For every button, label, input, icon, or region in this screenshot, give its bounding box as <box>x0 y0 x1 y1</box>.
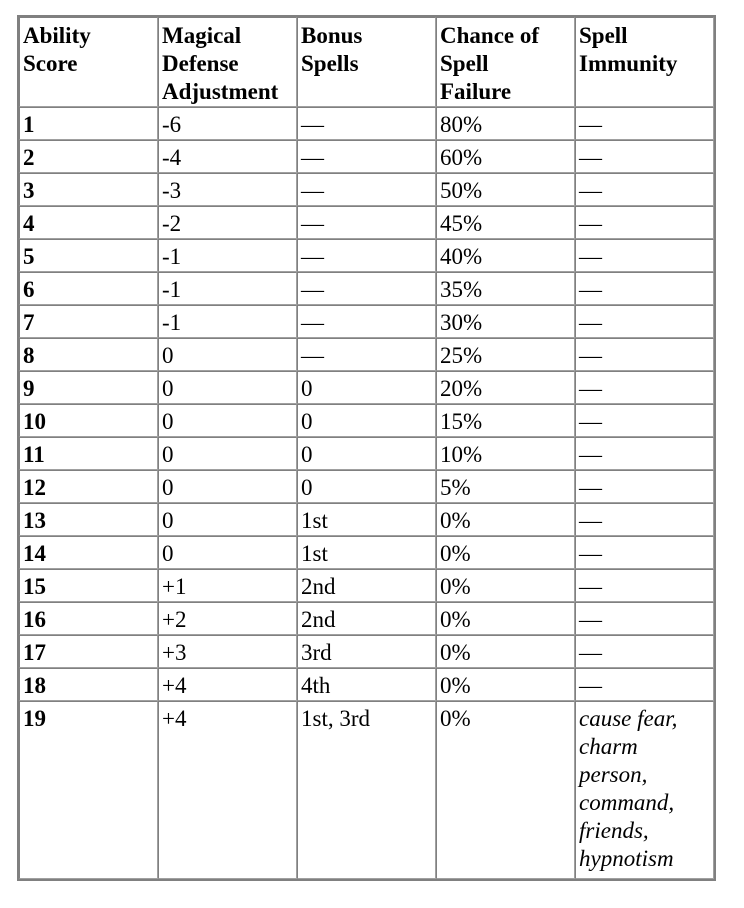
cell-spell-immunity: — <box>575 503 714 536</box>
table-header <box>19 17 714 107</box>
cell-chance-of-spell-failure: 50% <box>436 173 575 206</box>
table-row <box>19 701 714 879</box>
cell-magical-defense-adjustment: -6 <box>158 107 297 140</box>
cell-magical-defense-adjustment: 0 <box>158 404 297 437</box>
cell-chance-of-spell-failure: 0% <box>436 503 575 536</box>
cell-spell-immunity: — <box>575 536 714 569</box>
header-line: Failure <box>440 79 512 104</box>
cell-chance-of-spell-failure: 20% <box>436 371 575 404</box>
cell-chance-of-spell-failure: 80% <box>436 107 575 140</box>
cell-ability-score: 5 <box>19 239 158 272</box>
cell-spell-immunity: — <box>575 371 714 404</box>
cell-spell-immunity: — <box>575 602 714 635</box>
cell-bonus-spells: — <box>297 107 436 140</box>
table-row <box>19 602 714 635</box>
cell-bonus-spells: 1st <box>297 536 436 569</box>
cell-spell-immunity: — <box>575 437 714 470</box>
header-bonus-spells <box>297 17 436 107</box>
cell-spell-immunity: — <box>575 470 714 503</box>
cell-ability-score: 4 <box>19 206 158 239</box>
cell-spell-immunity: — <box>575 173 714 206</box>
cell-spell-immunity: — <box>575 338 714 371</box>
cell-magical-defense-adjustment: +1 <box>158 569 297 602</box>
cell-ability-score: 7 <box>19 305 158 338</box>
cell-chance-of-spell-failure: 0% <box>436 602 575 635</box>
table-body <box>19 107 714 879</box>
cell-chance-of-spell-failure: 40% <box>436 239 575 272</box>
table-row <box>19 272 714 305</box>
cell-ability-score: 9 <box>19 371 158 404</box>
cell-magical-defense-adjustment: -1 <box>158 239 297 272</box>
cell-bonus-spells: 0 <box>297 404 436 437</box>
cell-magical-defense-adjustment: 0 <box>158 536 297 569</box>
table-row <box>19 140 714 173</box>
cell-bonus-spells: — <box>297 173 436 206</box>
table-row <box>19 239 714 272</box>
cell-chance-of-spell-failure: 25% <box>436 338 575 371</box>
cell-spell-immunity: — <box>575 140 714 173</box>
cell-bonus-spells: — <box>297 338 436 371</box>
cell-magical-defense-adjustment: -4 <box>158 140 297 173</box>
cell-chance-of-spell-failure: 5% <box>436 470 575 503</box>
table-row <box>19 470 714 503</box>
cell-spell-immunity: — <box>575 668 714 701</box>
table-row <box>19 668 714 701</box>
cell-bonus-spells: 1st, 3rd <box>297 701 436 879</box>
header-line: Ability <box>23 23 91 48</box>
header-spell-immunity <box>575 17 714 107</box>
header-line: Adjustment <box>162 79 279 104</box>
table-row <box>19 404 714 437</box>
header-line: Score <box>23 51 78 76</box>
cell-magical-defense-adjustment: -1 <box>158 305 297 338</box>
header-line: Bonus <box>301 23 363 48</box>
wisdom-table <box>17 15 716 881</box>
cell-spell-immunity: — <box>575 107 714 140</box>
cell-chance-of-spell-failure: 45% <box>436 206 575 239</box>
cell-bonus-spells: — <box>297 239 436 272</box>
cell-spell-immunity: — <box>575 404 714 437</box>
table-row <box>19 503 714 536</box>
cell-bonus-spells: — <box>297 140 436 173</box>
cell-ability-score: 1 <box>19 107 158 140</box>
cell-bonus-spells: 0 <box>297 371 436 404</box>
cell-chance-of-spell-failure: 15% <box>436 404 575 437</box>
cell-ability-score: 13 <box>19 503 158 536</box>
cell-ability-score: 3 <box>19 173 158 206</box>
cell-chance-of-spell-failure: 30% <box>436 305 575 338</box>
cell-chance-of-spell-failure: 0% <box>436 668 575 701</box>
cell-spell-immunity: — <box>575 239 714 272</box>
cell-ability-score: 6 <box>19 272 158 305</box>
cell-bonus-spells: 4th <box>297 668 436 701</box>
cell-spell-immunity: cause fear, charm person, command, friends, hypnotism <box>575 701 714 879</box>
header-line: Immunity <box>579 51 678 76</box>
table-container <box>17 15 716 881</box>
header-line: Magical <box>162 23 242 48</box>
cell-spell-immunity: — <box>575 272 714 305</box>
table-row <box>19 569 714 602</box>
table-row <box>19 173 714 206</box>
header-line: Chance of <box>440 23 540 48</box>
table-row <box>19 536 714 569</box>
cell-chance-of-spell-failure: 0% <box>436 536 575 569</box>
cell-ability-score: 2 <box>19 140 158 173</box>
cell-spell-immunity: — <box>575 305 714 338</box>
table-row <box>19 635 714 668</box>
cell-magical-defense-adjustment: -2 <box>158 206 297 239</box>
cell-ability-score: 12 <box>19 470 158 503</box>
cell-ability-score: 16 <box>19 602 158 635</box>
header-line: Spell <box>579 23 628 48</box>
cell-bonus-spells: — <box>297 206 436 239</box>
cell-spell-immunity: — <box>575 635 714 668</box>
cell-chance-of-spell-failure: 0% <box>436 569 575 602</box>
cell-bonus-spells: 2nd <box>297 602 436 635</box>
cell-bonus-spells: 3rd <box>297 635 436 668</box>
table-row <box>19 437 714 470</box>
cell-bonus-spells: — <box>297 305 436 338</box>
cell-bonus-spells: — <box>297 272 436 305</box>
cell-ability-score: 11 <box>19 437 158 470</box>
cell-bonus-spells: 2nd <box>297 569 436 602</box>
table-row <box>19 305 714 338</box>
cell-bonus-spells: 0 <box>297 470 436 503</box>
cell-ability-score: 14 <box>19 536 158 569</box>
header-ability-score <box>19 17 158 107</box>
cell-ability-score: 18 <box>19 668 158 701</box>
table-row <box>19 338 714 371</box>
header-chance-of-spell-failure <box>436 17 575 107</box>
cell-magical-defense-adjustment: +4 <box>158 668 297 701</box>
cell-ability-score: 10 <box>19 404 158 437</box>
header-row <box>19 17 714 107</box>
cell-ability-score: 8 <box>19 338 158 371</box>
cell-chance-of-spell-failure: 35% <box>436 272 575 305</box>
table-row <box>19 371 714 404</box>
cell-ability-score: 19 <box>19 701 158 879</box>
header-line: Spells <box>301 51 359 76</box>
cell-chance-of-spell-failure: 10% <box>436 437 575 470</box>
cell-magical-defense-adjustment: 0 <box>158 371 297 404</box>
cell-bonus-spells: 0 <box>297 437 436 470</box>
cell-chance-of-spell-failure: 0% <box>436 635 575 668</box>
cell-magical-defense-adjustment: +2 <box>158 602 297 635</box>
cell-magical-defense-adjustment: -1 <box>158 272 297 305</box>
cell-magical-defense-adjustment: +4 <box>158 701 297 879</box>
cell-magical-defense-adjustment: 0 <box>158 437 297 470</box>
cell-magical-defense-adjustment: 0 <box>158 503 297 536</box>
cell-spell-immunity: — <box>575 569 714 602</box>
cell-ability-score: 15 <box>19 569 158 602</box>
cell-ability-score: 17 <box>19 635 158 668</box>
header-line: Defense <box>162 51 239 76</box>
cell-magical-defense-adjustment: 0 <box>158 470 297 503</box>
cell-chance-of-spell-failure: 60% <box>436 140 575 173</box>
header-magical-defense-adjustment <box>158 17 297 107</box>
header-line: Spell <box>440 51 489 76</box>
table-row <box>19 206 714 239</box>
table-row <box>19 107 714 140</box>
cell-magical-defense-adjustment: +3 <box>158 635 297 668</box>
cell-magical-defense-adjustment: -3 <box>158 173 297 206</box>
cell-magical-defense-adjustment: 0 <box>158 338 297 371</box>
cell-bonus-spells: 1st <box>297 503 436 536</box>
cell-chance-of-spell-failure: 0% <box>436 701 575 879</box>
cell-spell-immunity: — <box>575 206 714 239</box>
